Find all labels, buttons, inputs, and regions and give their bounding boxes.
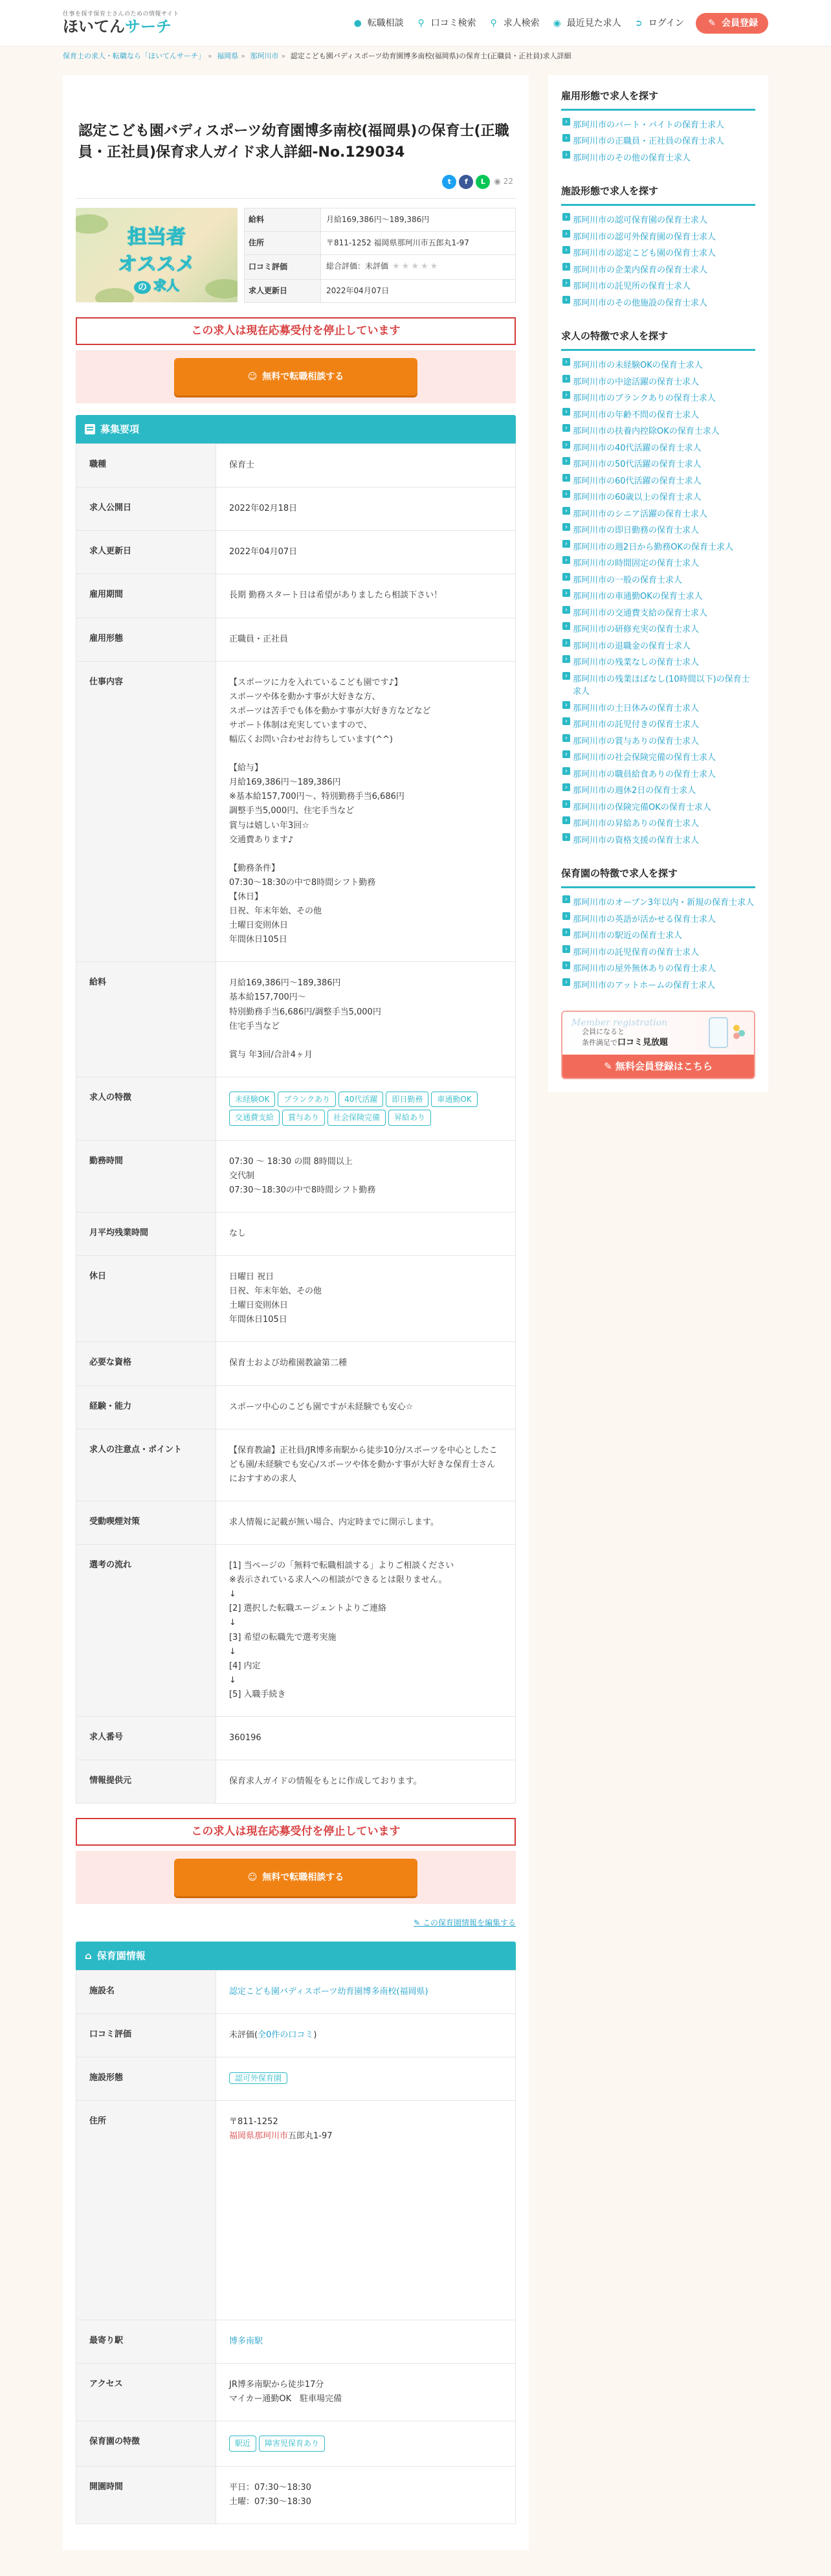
sidebar-link[interactable]: 那珂川市の認定こども園の保育士求人 xyxy=(573,249,716,259)
feature-tag[interactable]: ブランクあり xyxy=(278,1092,336,1107)
facebook-icon[interactable]: f xyxy=(459,175,473,189)
sidebar-link-item xyxy=(561,539,755,556)
sidebar-link-item xyxy=(561,800,755,816)
edit-icon: ✎ xyxy=(604,1060,615,1073)
decoration-icon xyxy=(733,1025,746,1038)
table-row: 保育園の特徴 駅近 障害児保育あり xyxy=(76,2421,516,2466)
sidebar-link-item xyxy=(561,622,755,638)
site-header xyxy=(0,0,831,47)
table-row: 施設名 認定こども園バディスポーツ幼育園博多南校(福岡県) xyxy=(76,1970,516,2013)
sidebar-link-item xyxy=(561,117,755,134)
person-icon: ☺ xyxy=(247,371,258,382)
sidebar-link[interactable]: 那珂川市の社会保険完備の保育士求人 xyxy=(573,753,716,763)
sidebar-link-item xyxy=(561,555,755,572)
pencil-icon: ✎ xyxy=(414,1918,423,1928)
home-icon: ⌂ xyxy=(85,1949,92,1962)
nav-login[interactable]: ➲ ログイン xyxy=(633,16,684,30)
job-feature-tags xyxy=(229,1092,502,1126)
sidebar-link[interactable]: 那珂川市の残業ほぼなし(10時間以下)の保育士求人 xyxy=(573,674,750,697)
sidebar-link-item xyxy=(561,423,755,440)
sidebar-link[interactable]: 那珂川市の時間固定の保育士求人 xyxy=(573,559,700,569)
eye-icon: ◉ xyxy=(553,17,561,28)
table-row: アクセス JR博多南駅から徒歩17分 マイカー通勤OK 駐車場完備 xyxy=(76,2364,516,2421)
job-summary xyxy=(76,208,516,303)
sidebar-employment-block: 雇用形態で求人を探す › 那珂川市のパート・バイトの保育士求人 › 那珂川市の正職員・正社員の保育士求人 › 那珂川市のその他の保育士求人 xyxy=(561,88,755,167)
review-count-link[interactable]: 全0件の口コミ xyxy=(258,2030,314,2040)
edit-facility-link[interactable]: ✎ この保育園情報を編集する xyxy=(414,1918,516,1928)
table-row: 求人の特徴 未経験OK ブランクあり 40代活躍 即日勤務 車通勤OK 交通費支給 賞与あり 社会保険完備 昇給あり xyxy=(76,1077,516,1140)
table-row: 受動喫煙対策 求人情報に記載が無い場合、内定時までに開示します。 xyxy=(76,1501,516,1544)
table-row: 求人の注意点・ポイント 【保育教諭】正社員/JR博多南駅から徒歩10分/スポーツを中心としたこども園/未経験でも安心/スポーツや体を動かす事が大好きな保育士さんにおすすめの求人 xyxy=(76,1429,516,1501)
address-city-link[interactable]: 福岡県那珂川市 xyxy=(229,2131,289,2141)
page-title: 認定こども園バディスポーツ幼育園博多南校(福岡県)の保育士(正職員・正社員)保育求人ガイド求人詳細-No.129034 xyxy=(78,122,509,161)
consult-button[interactable]: ☺ 無料で転職相談する xyxy=(174,1859,417,1896)
sidebar-link-item xyxy=(561,572,755,589)
feature-tag[interactable]: 車通勤OK xyxy=(431,1092,477,1107)
sidebar-link[interactable]: 那珂川市の資格支援の保育士求人 xyxy=(573,835,700,846)
sidebar-link-item xyxy=(561,671,755,700)
sidebar-link[interactable]: 那珂川市の託児保育の保育士求人 xyxy=(573,947,700,958)
sidebar-link-item xyxy=(561,390,755,407)
sidebar-link-item xyxy=(561,638,755,655)
sidebar-link[interactable]: 那珂川市の週休2日の保育士求人 xyxy=(573,786,696,796)
sidebar-link-item xyxy=(561,750,755,767)
sidebar-link-item xyxy=(561,588,755,605)
salary-value: 月給169,386円〜189,386円 xyxy=(321,208,516,231)
search-icon: ⚲ xyxy=(490,17,497,28)
nav-recent-jobs[interactable]: ◉ 最近見た求人 xyxy=(551,16,621,30)
sidebar-link[interactable]: 那珂川市の退職金の保育士求人 xyxy=(573,641,691,651)
address-value: 〒811-1252 福岡県那珂川市五郎丸1-97 xyxy=(321,231,516,254)
sidebar-link-item xyxy=(561,833,755,849)
sidebar-link[interactable]: 那珂川市の交通費支給の保育士求人 xyxy=(573,608,708,618)
table-row: 最寄り駅 博多南駅 xyxy=(76,2320,516,2364)
table-row: 求人番号 360196 xyxy=(76,1716,516,1760)
sidebar-link[interactable]: 那珂川市の正職員・正社員の保育士求人 xyxy=(573,137,725,147)
recommended-job-image: 担当者 オススメ の 求人 xyxy=(76,208,238,302)
nav-review-search[interactable]: ⚲ 口コミ検索 xyxy=(416,16,476,30)
sidebar-link[interactable]: 那珂川市の即日勤務の保育士求人 xyxy=(573,526,700,536)
sidebar-link-item xyxy=(561,816,755,833)
logo-tagline: 仕事を探す保育士さんのための情報サイト xyxy=(63,10,179,17)
sidebar-link[interactable]: 那珂川市の未経験OKの保育士求人 xyxy=(573,361,703,371)
sidebar-link[interactable]: 那珂川市の扶養内控除OKの保育士求人 xyxy=(573,427,720,437)
sidebar-link[interactable]: 那珂川市のアットホームの保育士求人 xyxy=(573,980,716,991)
sidebar-link-item xyxy=(561,655,755,671)
sidebar-link-item xyxy=(561,978,755,994)
sidebar-link[interactable]: 那珂川市の賞与ありの保育士求人 xyxy=(573,736,700,746)
sidebar-link[interactable]: 那珂川市の60歳以上の保育士求人 xyxy=(573,493,702,503)
sidebar-link-item xyxy=(561,945,755,961)
sidebar-link-item xyxy=(561,961,755,978)
list-icon xyxy=(85,424,95,434)
breadcrumb-prefecture[interactable]: 福岡県 xyxy=(217,52,239,60)
sidebar-link[interactable]: 那珂川市の託児所の保育士求人 xyxy=(573,282,691,292)
sidebar-link-item xyxy=(561,278,755,295)
sidebar-link-item xyxy=(561,489,755,506)
feature-tag[interactable]: 賞与あり xyxy=(282,1110,325,1125)
recruit-section-heading: 募集要項 xyxy=(76,415,516,443)
table-row: 開園時間 平日：07:30〜18:30 土曜：07:30〜18:30 xyxy=(76,2466,516,2524)
table-row: 求人更新日 2022年04月07日 xyxy=(76,531,516,574)
sidebar-link-item xyxy=(561,440,755,457)
table-row: 雇用形態 正職員・正社員 xyxy=(76,618,516,661)
sidebar-link[interactable]: 那珂川市の駅近の保育士求人 xyxy=(573,931,683,941)
table-row: 雇用期間 長期 勤務スタート日は希望がありましたら相談下さい！ xyxy=(76,574,516,618)
sidebar-link[interactable]: 那珂川市の60代活躍の保育士求人 xyxy=(573,476,702,486)
logo-text: ほいてんサーチ xyxy=(63,17,172,36)
breadcrumb-current: 認定こども園バディスポーツ幼育園博多南校(福岡県)の保育士(正職員・正社員)求人詳細 xyxy=(290,52,571,60)
login-icon: ➲ xyxy=(634,17,643,28)
table-row: 選考の流れ [1] 当ページの「無料で転職相談する」よりご相談ください ※表示されている求人への相談ができるとは限りません。 ↓ [2] 選択した転職エージェントよりご連絡 ↓ [3] 希望の転職先で選考実施 ↓ [4] 内定 ↓ [5] 入職手続き xyxy=(76,1545,516,1717)
nav-career-consult[interactable]: ● 転職相談 xyxy=(352,16,404,30)
sidebar-link[interactable]: 那珂川市のその他の保育士求人 xyxy=(573,153,691,163)
sidebar-link[interactable]: 那珂川市の中途活躍の保育士求人 xyxy=(573,377,700,387)
table-row: 職種 保育士 xyxy=(76,444,516,487)
sidebar-link-item xyxy=(561,605,755,622)
map-area[interactable] xyxy=(229,2144,502,2305)
facility-table xyxy=(76,1970,516,2524)
sidebar-link[interactable]: 那珂川市の車通勤OKの保育士求人 xyxy=(573,592,703,602)
search-icon: ⚲ xyxy=(417,17,425,28)
sidebar-link-item xyxy=(561,895,755,912)
sidebar-link[interactable]: 那珂川市のパート・バイトの保育士求人 xyxy=(573,120,725,130)
person-icon: ● xyxy=(353,17,362,28)
sidebar-link[interactable]: 那珂川市の年齢不問の保育士求人 xyxy=(573,410,700,420)
table-row: 月平均残業時間 なし xyxy=(76,1213,516,1256)
sidebar-link-item xyxy=(561,473,755,490)
register-button[interactable]: ✎ 会員登録 xyxy=(696,13,768,34)
facility-feature-tag[interactable]: 駅近 xyxy=(229,2436,256,2451)
sidebar-link[interactable]: 那珂川市の土日休みの保育士求人 xyxy=(573,703,700,713)
table-row: 仕事内容 【スポーツに力を入れているこども園です♪】 スポーツや体を動かす事が大好きな方、 スポーツは苦手でも体を動かす事が大好き方などなど サポート体制は充実していますので、 幅広くお問い合わせお待ちしています(^^) 【給与】 月給169,386円〜189,386円 ※基本給157,700円〜、特別勤務手当6,686円 調整手当5,000円、住宅手当など 賞与は嬉しい年3回☆ 交通費あります♪ 【勤務条件】 07:30〜18:30の中で8時間シフト勤務 【休日】 日祝、年末年始、その他 土曜日変則休日 年間休日105日 xyxy=(76,661,516,962)
application-stopped-notice: この求人は現在応募受付を停止しています xyxy=(76,317,516,345)
member-register-banner[interactable]: Member registration 会員になると 条件満足で口コミ見放題 ✎ 無料会員登録はこちら xyxy=(561,1011,755,1079)
station-link[interactable]: 博多南駅 xyxy=(229,2336,263,2347)
table-row: 必要な資格 保育士および幼稚園教諭第二種 xyxy=(76,1342,516,1385)
feature-tag[interactable]: 交通費支給 xyxy=(229,1110,280,1125)
sidebar-link-item xyxy=(561,295,755,312)
view-count: ◉ 22 xyxy=(494,177,513,186)
sidebar-link[interactable]: 那珂川市の残業なしの保育士求人 xyxy=(573,658,700,668)
sidebar-link[interactable]: 那珂川市のオープン3年以内・新規の保育士求人 xyxy=(573,898,755,908)
sidebar-link-item xyxy=(561,522,755,539)
sidebar-link[interactable]: 那珂川市の昇給ありの保育士求人 xyxy=(573,819,700,829)
recruit-table xyxy=(76,443,516,1804)
feature-tag[interactable]: 昇給あり xyxy=(388,1110,431,1125)
edit-icon: ✎ xyxy=(708,17,716,28)
sidebar-link[interactable]: 那珂川市の英語が活かせる保育士求人 xyxy=(573,914,716,924)
table-row: 勤務時間 07:30 〜 18:30 の間 8時間以上 交代制 07:30〜18:30の中で8時間シフト勤務 xyxy=(76,1140,516,1212)
sidebar-link-item xyxy=(561,928,755,945)
sidebar-link[interactable]: 那珂川市の認可保育園の保育士求人 xyxy=(573,216,708,226)
facility-type-tag[interactable]: 認可外保育園 xyxy=(229,2072,287,2084)
breadcrumb-city[interactable]: 那珂川市 xyxy=(250,52,279,60)
sidebar-link-item xyxy=(561,150,755,167)
table-row: 経験・能力 スポーツ中心のこども園ですが未経験でも安心☆ xyxy=(76,1385,516,1429)
facility-section-heading: ⌂ 保育園情報 xyxy=(76,1942,516,1970)
feature-tag[interactable]: 社会保険完備 xyxy=(327,1110,386,1125)
sidebar-link-item xyxy=(561,506,755,523)
sidebar-link-item xyxy=(561,245,755,262)
share-bar xyxy=(78,175,513,189)
sidebar-link-item xyxy=(561,456,755,473)
twitter-icon[interactable]: t xyxy=(442,175,456,189)
table-row: 給料 月給169,386円〜189,386円 基本給157,700円〜 特別勤務手当6,686円/調整手当5,000円 住宅手当など 賞与 年3回/合計4ヶ月 xyxy=(76,962,516,1077)
sidebar-link[interactable]: 那珂川市の認可外保育園の保育士求人 xyxy=(573,232,716,242)
application-stopped-notice: この求人は現在応募受付を停止しています xyxy=(76,1818,516,1846)
sidebar-link-item xyxy=(561,734,755,750)
sidebar-link-item xyxy=(561,767,755,783)
sidebar-link[interactable]: 那珂川市の研修充実の保育士求人 xyxy=(573,625,700,635)
sidebar-link-item xyxy=(561,783,755,800)
person-icon: ☺ xyxy=(247,1872,258,1883)
table-row: 口コミ評価 未評価(全0件の口コミ) xyxy=(76,2013,516,2057)
feature-tag[interactable]: 即日勤務 xyxy=(386,1092,428,1107)
updated-value: 2022年04月07日 xyxy=(321,279,516,302)
sidebar-link-item xyxy=(561,717,755,734)
sidebar-link[interactable]: 那珂川市の企業内保育の保育士求人 xyxy=(573,265,708,275)
feature-tag[interactable]: 未経験OK xyxy=(229,1092,275,1107)
breadcrumb-home[interactable]: 保育士の求人・転職なら「ほいてんサーチ」 xyxy=(63,52,205,60)
sidebar-link[interactable]: 那珂川市のシニア活躍の保育士求人 xyxy=(573,509,708,519)
site-logo[interactable] xyxy=(63,12,179,35)
main-content xyxy=(63,75,529,2550)
sidebar-link-item xyxy=(561,357,755,374)
sidebar-nursery-block: 保育園の特徴で求人を探す › 那珂川市のオープン3年以内・新規の保育士求人 › 那珂川市の英語が活かせる保育士求人 › 那珂川市の駅近の保育士求人 › 那珂川市の託児保育の保育士求人 › 那珂川市の屋外無休ありの保育士求人 › 那珂川市のアットホームの保育士求人 xyxy=(561,866,755,994)
sidebar-link-item xyxy=(561,262,755,279)
register-free-button[interactable]: ✎ 無料会員登録はこちら xyxy=(562,1055,754,1078)
sidebar-link[interactable]: 那珂川市の週2日から勤務OKの保育士求人 xyxy=(573,542,734,552)
phone-icon xyxy=(709,1017,728,1048)
sidebar-link-item xyxy=(561,374,755,391)
header-nav xyxy=(352,13,768,34)
feature-tag[interactable]: 40代活躍 xyxy=(338,1092,383,1107)
sidebar-link-item xyxy=(561,912,755,928)
facility-name-link[interactable]: 認定こども園バディスポーツ幼育園博多南校(福岡県) xyxy=(229,1986,428,1997)
sidebar-link-item xyxy=(561,229,755,246)
sidebar-link[interactable]: 那珂川市の屋外無休ありの保育士求人 xyxy=(573,964,716,974)
sidebar-facility-block: 施設形態で求人を探す › 那珂川市の認可保育園の保育士求人 › 那珂川市の認可外保育園の保育士求人 › 那珂川市の認定こども園の保育士求人 › 那珂川市の企業内保育の保育士求人 › 那珂川市の託児所の保育士求人 › 那珂川市のその他施設の保育士求人 xyxy=(561,183,755,311)
sidebar-link-item xyxy=(561,407,755,424)
sidebar-link[interactable]: 那珂川市のその他施設の保育士求人 xyxy=(573,298,708,308)
sidebar-link-item xyxy=(561,700,755,717)
rating-stars-icon: ★★★★★ xyxy=(392,261,440,271)
sidebar-link[interactable]: 那珂川市のブランクありの保育士求人 xyxy=(573,394,716,404)
sidebar xyxy=(548,75,768,1093)
table-row: 施設形態 認可外保育園 xyxy=(76,2057,516,2100)
nav-job-search[interactable]: ⚲ 求人検索 xyxy=(488,16,540,30)
sidebar-link[interactable]: 那珂川市の一般の保育士求人 xyxy=(573,575,683,585)
sidebar-features-block: 求人の特徴で求人を探す › 那珂川市の未経験OKの保育士求人 › 那珂川市の中途活躍の保育士求人 › 那珂川市のブランクありの保育士求人 › 那珂川市の年齢不問の保育士求人 › 那珂川市の扶養内控除OKの保育士求人 › 那珂川市の40代活躍の保育士求人 › 那珂川市の50代活躍の保育士求人 › 那珂川市の60代活躍の保育士求人 › 那珂川市の60歳以上の保育士求人 › 那珂川市のシニア活躍の保育士求人 › 那珂川市の即日勤務の保育士求人 › 那珂川市の週2日から勤務OKの保育士求人 › 那珂川市の時間固定の保育士求人 › 那珂川市の一般の保育士求人 › 那珂川市の車通勤OKの保育士求人 › 那珂川市の交通費支給の保育士求人 › 那珂川市の研修充実の保育士求人 › 那珂川市の退職金の保育士求人 › 那珂川市の残業なしの保育士求人 › 那珂川市の残業ほぼなし(10時間以下)の保育士求人 › 那珂川市の土日休みの保育士求人 › 那珂川市の託児付きの保育士求人 › 那珂川市の賞与ありの保育士求人 › 那珂川市の社会保険完備の保育士求人 › 那珂川市の職員給食ありの保育士求人 › 那珂川市の週休2日の保育士求人 › 那珂川市の保険完備OKの保育士求人 › 那珂川市の昇給ありの保育士求人 › 那珂川市の資格支援の保育士求人 xyxy=(561,328,755,849)
sidebar-link-item xyxy=(561,133,755,150)
summary-table: 給料 月給169,386円〜189,386円 住所 〒811-1252 福岡県那珂川市五郎丸1-97 口コミ評価 総合評価：未評価 ★★★★★ 求人更新日 2022年04月07日 xyxy=(244,208,516,303)
line-icon[interactable]: L xyxy=(476,175,490,189)
sidebar-link[interactable]: 那珂川市の40代活躍の保育士求人 xyxy=(573,443,702,453)
table-row: 求人公開日 2022年02月18日 xyxy=(76,487,516,531)
breadcrumb: 保育士の求人・転職なら「ほいてんサーチ」 » 福岡県 » 那珂川市 » 認定こども園バディスポーツ幼育園博多南校(福岡県)の保育士(正職員・正社員)求人詳細 xyxy=(63,52,571,60)
review-value: 総合評価：未評価 ★★★★★ xyxy=(321,254,516,279)
table-row: 情報提供元 保育求人ガイドの情報をもとに作成しております。 xyxy=(76,1760,516,1804)
table-row: 休日 日曜日 祝日 日祝、年末年始、その他 土曜日変則休日 年間休日105日 xyxy=(76,1256,516,1342)
sidebar-link-item xyxy=(561,212,755,229)
table-row: 住所 〒811-1252 福岡県那珂川市五郎丸1-97 xyxy=(76,2100,516,2320)
sidebar-link[interactable]: 那珂川市の職員給食ありの保育士求人 xyxy=(573,769,716,779)
facility-feature-tag[interactable]: 障害児保育あり xyxy=(259,2436,325,2451)
consult-button[interactable]: ☺ 無料で転職相談する xyxy=(174,358,417,396)
sidebar-link[interactable]: 那珂川市の50代活躍の保育士求人 xyxy=(573,460,702,470)
sidebar-link[interactable]: 那珂川市の託児付きの保育士求人 xyxy=(573,720,700,730)
sidebar-link[interactable]: 那珂川市の保険完備OKの保育士求人 xyxy=(573,802,711,812)
